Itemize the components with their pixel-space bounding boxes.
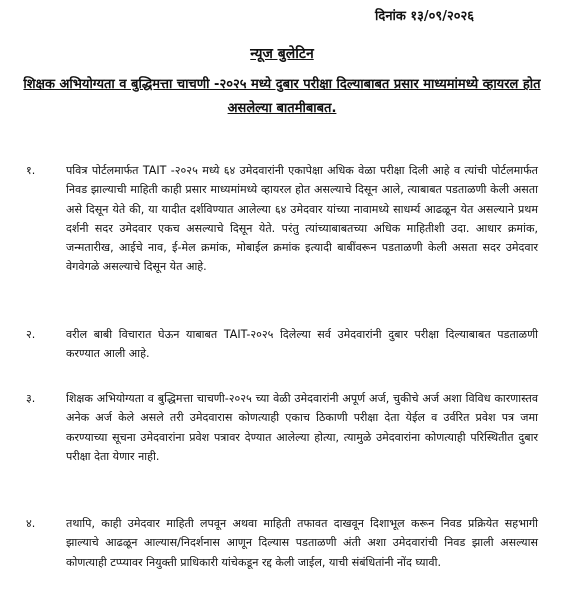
paragraph-2	[26, 325, 538, 364]
subject-heading: शिक्षक अभियोग्यता व बुद्धिमत्ता चाचणी -२०२५ मध्ये दुबार परीक्षा दिल्याबाबत प्रसार माध्यमांमध्ये व्हायरल होत असलेल्या बातमीबाबत.	[23, 77, 541, 116]
paragraph-number: २.	[26, 328, 36, 341]
paragraph-1	[26, 161, 538, 277]
paragraph-number: ४.	[26, 517, 36, 530]
paragraph-text: तथापि, काही उमेदवार माहिती लपवून अथवा माहिती तफावत दाखवून दिशाभूल करून निवड प्रक्रियेत सहभागी झाल्याचे आढळून आल्यास/निदर्शनास आणून दिल्यास पडताळणी अंती अशा उमेदवारांची निवड झाली असल्यास कोणत्याही टप्प्यावर नियुक्ती प्राधिकारी यांचेकडून रद्द केली जाईल, याची संबंधितांनी नोंद घ्यावी.	[66, 517, 538, 569]
page-title: न्यूज बुलेटिन	[250, 46, 314, 62]
paragraph-text: पवित्र पोर्टलमार्फत TAIT -२०२५ मध्ये ६४ उमेदवारांनी एकापेक्षा अधिक वेळा परीक्षा दिली आहे व त्यांची पोर्टलमार्फत निवड झाल्याची माहिती काही प्रसार माध्यमांमध्ये व्हायरल होत असल्याचे दिसून आले, त्याबाबत पडताळणी केली असता असे दिसून येते की, या यादीत दर्शविण्यात आलेल्या ६४ उमेदवार यांच्या नावामध्ये साधर्म्य आढळून येत असल्याने प्रथम दर्शनी सदर उमेदवार एकच असल्याचे दिसून येते. परंतु त्यांच्याबाबतच्या अधिक माहितीशी उदा. आधार क्रमांक, जन्मतारीख, आईचे नाव, ई-मेल क्रमांक, मोबाईल क्रमांक इत्यादी बाबींवरून पडताळणी केली असता सदर उमेदवार वेगवेगळे असल्याचे दिसून येत आहे.	[66, 164, 538, 274]
paragraph-4	[26, 514, 538, 572]
paragraph-text: शिक्षक अभियोग्यता व बुद्धिमत्ता चाचणी-२०२५ च्या वेळी उमेदवारांनी अपूर्ण अर्ज, चुकीचे अर्ज अशा विविध कारणास्तव अनेक अर्ज केले असले तरी उमेदवारास कोणत्याही एकाच ठिकाणी परीक्षा देता येईल व उर्वरित प्रवेश पत्र जमा करण्याच्या सूचना उमेदवारांना प्रवेश पत्रावर देण्यात आलेल्या होत्या, त्यामुळे उमेदवारांना कोणत्याही परिस्थितीत दुबार परीक्षा देता येणार नाही.	[66, 392, 538, 463]
paragraph-3	[26, 389, 538, 466]
paragraph-number: १.	[26, 164, 36, 177]
paragraph-text: वरील बाबी विचारात घेऊन याबाबत TAIT-२०२५ दिलेल्या सर्व उमेदवारांनी दुबार परीक्षा दिल्याबाबत पडताळणी करण्यात आली आहे.	[66, 328, 538, 361]
paragraph-number: ३.	[26, 392, 36, 405]
document-date: दिनांक १३/०९/२०२६	[375, 9, 474, 24]
